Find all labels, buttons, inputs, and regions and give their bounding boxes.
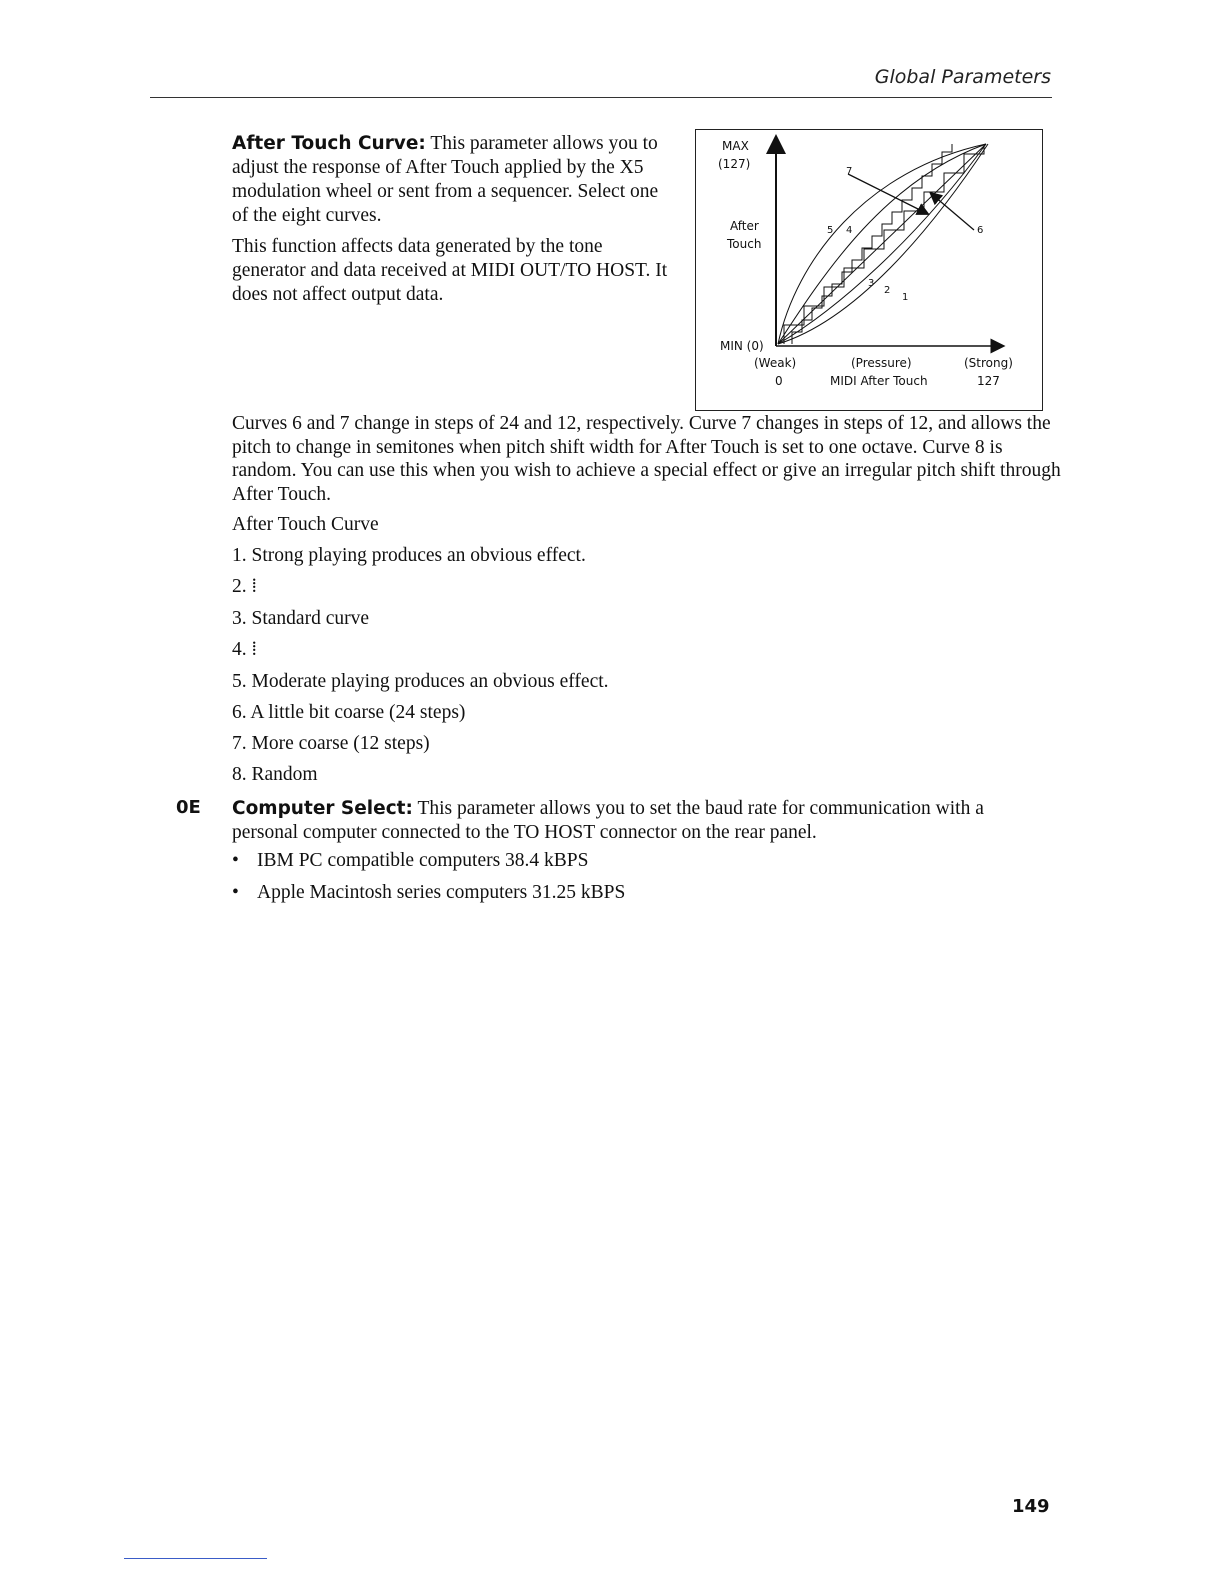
list-item: 3. Standard curve xyxy=(232,608,369,629)
x-axis-title: MIDI After Touch xyxy=(830,374,928,388)
footer-rule xyxy=(124,1558,267,1559)
computer-select-paragraph xyxy=(232,797,1052,845)
list-item: 7. More coarse (12 steps) xyxy=(232,733,430,754)
after-touch-curve-figure xyxy=(695,129,1043,411)
after-touch-paragraph-2: This function affects data generated by the tone generator and data received at MIDI OUT/TO HOST. It does not affect output data. xyxy=(232,236,668,305)
baud-rate-ibm: IBM PC compatible computers 38.4 kBPS xyxy=(257,850,589,871)
curve-label-2: 2 xyxy=(884,285,891,296)
pointer-6 xyxy=(934,196,974,230)
bullet-dot-icon: • xyxy=(232,882,239,903)
curve-label-5: 5 xyxy=(827,225,834,236)
curve-7 xyxy=(792,144,952,344)
computer-select-description: This parameter allows you to set the baud rate for communication with a personal computer connected to the TO HOST connector on the rear panel. xyxy=(232,798,984,843)
x-axis-zero-label: 0 xyxy=(775,374,783,388)
curve-6 xyxy=(784,144,984,344)
curves-paragraph: Curves 6 and 7 change in steps of 24 and 12, respectively. Curve 7 changes in steps of 12, and allows the pitch to change in semitones when pitch shift width for After Touch is set to one octave. Curve 8 is random. You can use this when you wish to achieve a special effect or give an irregular pitch shift through After Touch. xyxy=(232,413,1061,505)
baud-rate-bullet xyxy=(232,882,625,904)
bullet-dot-icon: • xyxy=(232,850,239,871)
x-axis-pressure-label: (Pressure) xyxy=(851,356,912,370)
curve-label-4: 4 xyxy=(846,225,853,236)
y-axis-max-label: MAX xyxy=(722,139,749,153)
list-item: 6. A little bit coarse (24 steps) xyxy=(232,702,466,723)
list-title: After Touch Curve xyxy=(232,514,379,535)
baud-rate-bullet xyxy=(232,850,589,872)
parameter-code: 0E xyxy=(176,797,201,818)
after-touch-paragraph-1 xyxy=(232,132,672,228)
curve-label-7: 7 xyxy=(846,166,853,177)
curve-label-1: 1 xyxy=(902,292,909,303)
curve-3 xyxy=(778,144,986,344)
y-axis-max-value: (127) xyxy=(718,157,751,171)
baud-rate-mac: Apple Macintosh series computers 31.25 kBPS xyxy=(257,882,626,903)
computer-select-term: Computer Select: xyxy=(232,798,413,819)
page-number: 149 xyxy=(1012,1496,1050,1517)
list-item: 8. Random xyxy=(232,764,318,785)
after-touch-term: After Touch Curve: xyxy=(232,133,426,154)
y-axis-min-label: MIN (0) xyxy=(720,339,764,353)
list-item: 4. ⁞ xyxy=(232,639,257,660)
list-item: 1. Strong playing produces an obvious effect. xyxy=(232,545,586,566)
page-header-title: Global Parameters xyxy=(874,66,1051,88)
after-touch-description: This parameter allows you to adjust the response of After Touch applied by the X5 modulation wheel or sent from a sequencer. Select one of the eight curves. xyxy=(232,133,659,226)
curve-label-3: 3 xyxy=(868,278,875,289)
x-axis-weak-label: (Weak) xyxy=(754,356,797,370)
header-rule xyxy=(150,97,1052,98)
curve-label-6: 6 xyxy=(977,225,984,236)
after-touch-intro xyxy=(232,132,672,314)
y-axis-label-touch: Touch xyxy=(727,237,762,251)
x-axis-max-value: 127 xyxy=(977,374,1000,388)
y-axis-label-after: After xyxy=(730,219,759,233)
x-axis-strong-label: (Strong) xyxy=(964,356,1013,370)
list-item: 2. ⁞ xyxy=(232,576,257,597)
list-item: 5. Moderate playing produces an obvious effect. xyxy=(232,671,609,692)
